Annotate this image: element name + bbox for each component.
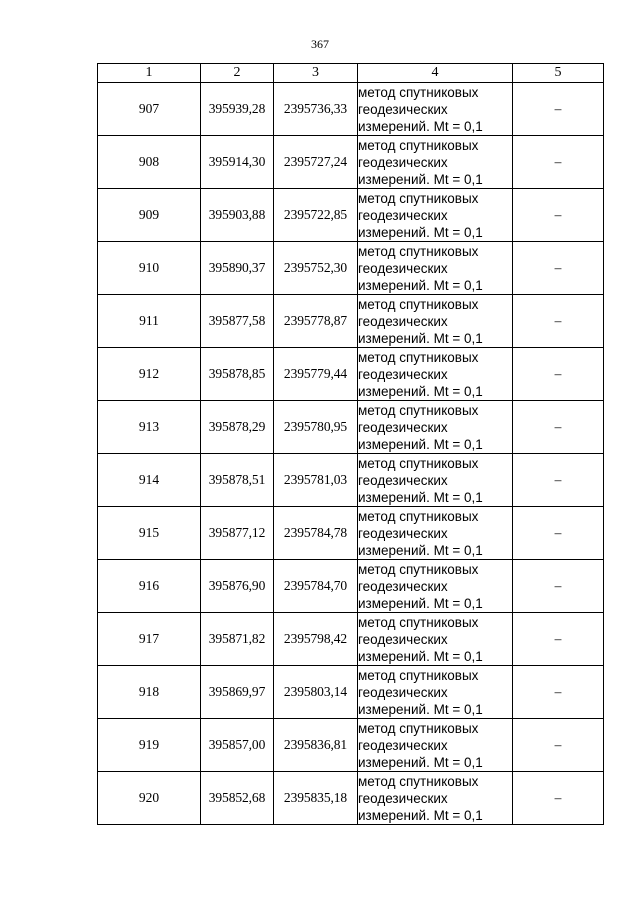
method-line: метод спутниковых xyxy=(358,720,479,736)
column-header-2: 2 xyxy=(201,64,274,83)
method-line: метод спутниковых xyxy=(358,84,479,100)
x-coordinate-cell: 395857,00 xyxy=(201,719,274,772)
point-number-cell: 910 xyxy=(98,242,201,295)
table-row xyxy=(98,295,604,348)
y-coordinate-cell: 2395780,95 xyxy=(274,401,358,454)
method-cell xyxy=(358,136,513,189)
x-coordinate-cell: 395877,12 xyxy=(201,507,274,560)
y-coordinate-cell: 2395784,70 xyxy=(274,560,358,613)
method-line: измерений. Mt = 0,1 xyxy=(358,648,483,664)
column-header-5: 5 xyxy=(513,64,604,83)
x-coordinate-cell: 395914,30 xyxy=(201,136,274,189)
method-line: геодезических xyxy=(358,578,448,594)
y-coordinate-cell: 2395752,30 xyxy=(274,242,358,295)
x-coordinate-cell: 395877,58 xyxy=(201,295,274,348)
method-line: метод спутниковых xyxy=(358,190,479,206)
y-coordinate-cell: 2395798,42 xyxy=(274,613,358,666)
note-cell: – xyxy=(513,507,604,560)
method-line: метод спутниковых xyxy=(358,243,479,259)
y-coordinate-cell: 2395727,24 xyxy=(274,136,358,189)
method-line: геодезических xyxy=(358,101,448,117)
table-row xyxy=(98,242,604,295)
y-coordinate-cell: 2395781,03 xyxy=(274,454,358,507)
point-number-cell: 909 xyxy=(98,189,201,242)
x-coordinate-cell: 395903,88 xyxy=(201,189,274,242)
note-cell: – xyxy=(513,719,604,772)
point-number-cell: 911 xyxy=(98,295,201,348)
y-coordinate-cell: 2395722,85 xyxy=(274,189,358,242)
x-coordinate-cell: 395939,28 xyxy=(201,83,274,136)
point-number-cell: 913 xyxy=(98,401,201,454)
method-cell xyxy=(358,560,513,613)
y-coordinate-cell: 2395778,87 xyxy=(274,295,358,348)
method-line: геодезических xyxy=(358,790,448,806)
method-line: геодезических xyxy=(358,207,448,223)
method-line: метод спутниковых xyxy=(358,614,479,630)
table-row xyxy=(98,83,604,136)
table-row xyxy=(98,348,604,401)
method-line: геодезических xyxy=(358,260,448,276)
table-row xyxy=(98,560,604,613)
method-line: измерений. Mt = 0,1 xyxy=(358,383,483,399)
point-number-cell: 912 xyxy=(98,348,201,401)
point-number-cell: 915 xyxy=(98,507,201,560)
method-line: геодезических xyxy=(358,631,448,647)
y-coordinate-cell: 2395736,33 xyxy=(274,83,358,136)
y-coordinate-cell: 2395784,78 xyxy=(274,507,358,560)
y-coordinate-cell: 2395803,14 xyxy=(274,666,358,719)
method-cell xyxy=(358,348,513,401)
method-cell xyxy=(358,454,513,507)
method-line: метод спутниковых xyxy=(358,667,479,683)
method-cell xyxy=(358,242,513,295)
table-row xyxy=(98,401,604,454)
method-cell xyxy=(358,189,513,242)
method-line: измерений. Mt = 0,1 xyxy=(358,542,483,558)
note-cell: – xyxy=(513,348,604,401)
method-line: метод спутниковых xyxy=(358,561,479,577)
method-line: метод спутниковых xyxy=(358,773,479,789)
column-header-1: 1 xyxy=(98,64,201,83)
method-line: метод спутниковых xyxy=(358,402,479,418)
point-number-cell: 920 xyxy=(98,772,201,825)
table-row xyxy=(98,136,604,189)
method-line: метод спутниковых xyxy=(358,349,479,365)
y-coordinate-cell: 2395835,18 xyxy=(274,772,358,825)
table-row xyxy=(98,189,604,242)
method-cell xyxy=(358,666,513,719)
note-cell: – xyxy=(513,83,604,136)
method-line: измерений. Mt = 0,1 xyxy=(358,118,483,134)
method-cell xyxy=(358,719,513,772)
method-cell xyxy=(358,772,513,825)
column-header-3: 3 xyxy=(274,64,358,83)
table-body xyxy=(98,83,604,825)
method-cell xyxy=(358,83,513,136)
x-coordinate-cell: 395890,37 xyxy=(201,242,274,295)
method-cell xyxy=(358,295,513,348)
table-row xyxy=(98,666,604,719)
x-coordinate-cell: 395878,51 xyxy=(201,454,274,507)
x-coordinate-cell: 395852,68 xyxy=(201,772,274,825)
method-line: измерений. Mt = 0,1 xyxy=(358,701,483,717)
method-line: геодезических xyxy=(358,472,448,488)
note-cell: – xyxy=(513,401,604,454)
method-line: измерений. Mt = 0,1 xyxy=(358,171,483,187)
point-number-cell: 908 xyxy=(98,136,201,189)
table-row xyxy=(98,613,604,666)
table-header-row xyxy=(98,64,604,83)
method-line: геодезических xyxy=(358,313,448,329)
method-line: геодезических xyxy=(358,366,448,382)
table-row xyxy=(98,719,604,772)
x-coordinate-cell: 395878,29 xyxy=(201,401,274,454)
point-number-cell: 916 xyxy=(98,560,201,613)
y-coordinate-cell: 2395779,44 xyxy=(274,348,358,401)
column-header-4: 4 xyxy=(358,64,513,83)
method-line: измерений. Mt = 0,1 xyxy=(358,330,483,346)
note-cell: – xyxy=(513,454,604,507)
method-line: геодезических xyxy=(358,525,448,541)
method-cell xyxy=(358,507,513,560)
method-line: измерений. Mt = 0,1 xyxy=(358,807,483,823)
table-row xyxy=(98,507,604,560)
coordinates-table xyxy=(97,63,604,825)
method-line: измерений. Mt = 0,1 xyxy=(358,436,483,452)
method-line: геодезических xyxy=(358,737,448,753)
x-coordinate-cell: 395869,97 xyxy=(201,666,274,719)
method-line: измерений. Mt = 0,1 xyxy=(358,224,483,240)
x-coordinate-cell: 395871,82 xyxy=(201,613,274,666)
y-coordinate-cell: 2395836,81 xyxy=(274,719,358,772)
method-line: измерений. Mt = 0,1 xyxy=(358,277,483,293)
method-cell xyxy=(358,401,513,454)
point-number-cell: 917 xyxy=(98,613,201,666)
method-line: метод спутниковых xyxy=(358,137,479,153)
point-number-cell: 907 xyxy=(98,83,201,136)
page-number: 367 xyxy=(311,37,329,51)
point-number-cell: 914 xyxy=(98,454,201,507)
method-line: измерений. Mt = 0,1 xyxy=(358,489,483,505)
x-coordinate-cell: 395876,90 xyxy=(201,560,274,613)
method-line: метод спутниковых xyxy=(358,508,479,524)
table-row xyxy=(98,772,604,825)
method-line: измерений. Mt = 0,1 xyxy=(358,595,483,611)
note-cell: – xyxy=(513,189,604,242)
note-cell: – xyxy=(513,772,604,825)
method-line: геодезических xyxy=(358,154,448,170)
method-line: метод спутниковых xyxy=(358,455,479,471)
note-cell: – xyxy=(513,613,604,666)
method-line: метод спутниковых xyxy=(358,296,479,312)
note-cell: – xyxy=(513,295,604,348)
point-number-cell: 919 xyxy=(98,719,201,772)
method-line: измерений. Mt = 0,1 xyxy=(358,754,483,770)
note-cell: – xyxy=(513,242,604,295)
note-cell: – xyxy=(513,666,604,719)
note-cell: – xyxy=(513,560,604,613)
table-row xyxy=(98,454,604,507)
method-cell xyxy=(358,613,513,666)
method-line: геодезических xyxy=(358,419,448,435)
method-line: геодезических xyxy=(358,684,448,700)
point-number-cell: 918 xyxy=(98,666,201,719)
x-coordinate-cell: 395878,85 xyxy=(201,348,274,401)
note-cell: – xyxy=(513,136,604,189)
